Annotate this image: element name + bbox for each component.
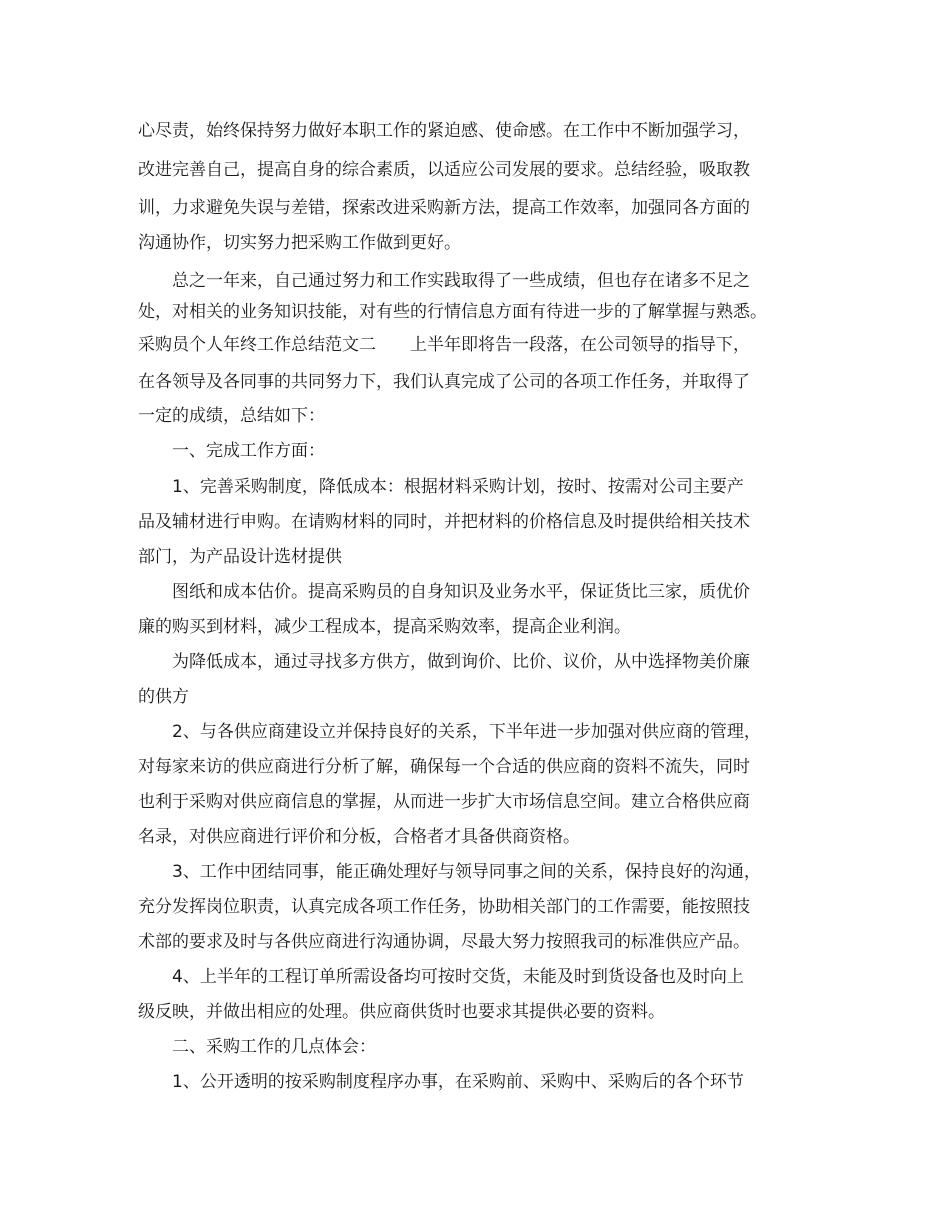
text-line: 在各领导及各同事的共同努力下，我们认真完成了公司的各项工作任务，并取得了 bbox=[138, 372, 750, 392]
text-line: 廉的购买到材料，减少工程成本，提高采购效率，提高企业利润。 bbox=[138, 617, 631, 637]
text-line: 沟通协作，切实努力把采购工作做到更好。 bbox=[138, 233, 461, 253]
text-line: 1、完善采购制度，降低成本：根据材料采购计划，按时、按需对公司主要产 bbox=[172, 477, 744, 497]
section-heading: 一、完成工作方面： bbox=[172, 441, 325, 461]
text-line: 一定的成绩，总结如下： bbox=[138, 406, 325, 426]
text-line: 的供方 bbox=[138, 687, 189, 707]
text-line: 3、工作中团结同事，能正确处理好与领导同事之间的关系，保持良好的沟通， bbox=[172, 862, 761, 882]
text-line: 总之一年来，自己通过努力和工作实践取得了一些成绩，但也存在诸多不足之 bbox=[172, 271, 750, 291]
text-line: 训，力求避免失误与差错，探索改进采购新方法，提高工作效率，加强同各方面的 bbox=[138, 198, 750, 218]
text-line: 改进完善自己，提高自身的综合素质，以适应公司发展的要求。总结经验，吸取教 bbox=[138, 160, 750, 180]
text-line: 部门，为产品设计选材提供 bbox=[138, 547, 342, 567]
text-line: 处，对相关的业务知识技能，对有些的行情信息方面有待进一步的了解掌握与熟悉。 bbox=[138, 302, 767, 322]
text-line: 2、与各供应商建设立并保持良好的关系，下半年进一步加强对供应商的管理， bbox=[172, 722, 761, 742]
text-line: 级反映，并做出相应的处理。供应商供货时也要求其提供必要的资料。 bbox=[138, 1002, 665, 1022]
text-line: 图纸和成本估价。提高采购员的自身知识及业务水平，保证货比三家，质优价 bbox=[172, 582, 750, 602]
text-line: 为降低成本，通过寻找多方供方，做到询价、比价、议价，从中选择物美价廉 bbox=[172, 652, 750, 672]
text-line: 1、公开透明的按采购制度程序办事，在采购前、采购中、采购后的各个环节 bbox=[172, 1072, 744, 1092]
text-line: 4、上半年的工程订单所需设备均可按时交货，未能及时到货设备也及时向上 bbox=[172, 967, 744, 987]
text-line: 充分发挥岗位职责，认真完成各项工作任务，协助相关部门的工作需要，能按照技 bbox=[138, 897, 750, 917]
text-line: 对每家来访的供应商进行分析了解，确保每一个合适的供应商的资料不流失，同时 bbox=[138, 757, 750, 777]
text-line: 也利于采购对供应商信息的掌握，从而进一步扩大市场信息空间。建立合格供应商 bbox=[138, 792, 750, 812]
section-heading: 二、采购工作的几点体会： bbox=[172, 1037, 376, 1057]
text-line: 名录，对供应商进行评价和分板，合格者才具备供商资格。 bbox=[138, 827, 580, 847]
text-line: 术部的要求及时与各供应商进行沟通协调，尽最大努力按照我司的标准供应产品。 bbox=[138, 932, 750, 952]
text-line: 品及辅材进行申购。在请购材料的同时，并把材料的价格信息及时提供给相关技术 bbox=[138, 512, 750, 532]
text-line: 采购员个人年终工作总结范文二 上半年即将告一段落，在公司领导的指导下， bbox=[138, 335, 750, 355]
text-line: 心尽责，始终保持努力做好本职工作的紧迫感、使命感。在工作中不断加强学习， bbox=[138, 121, 750, 141]
